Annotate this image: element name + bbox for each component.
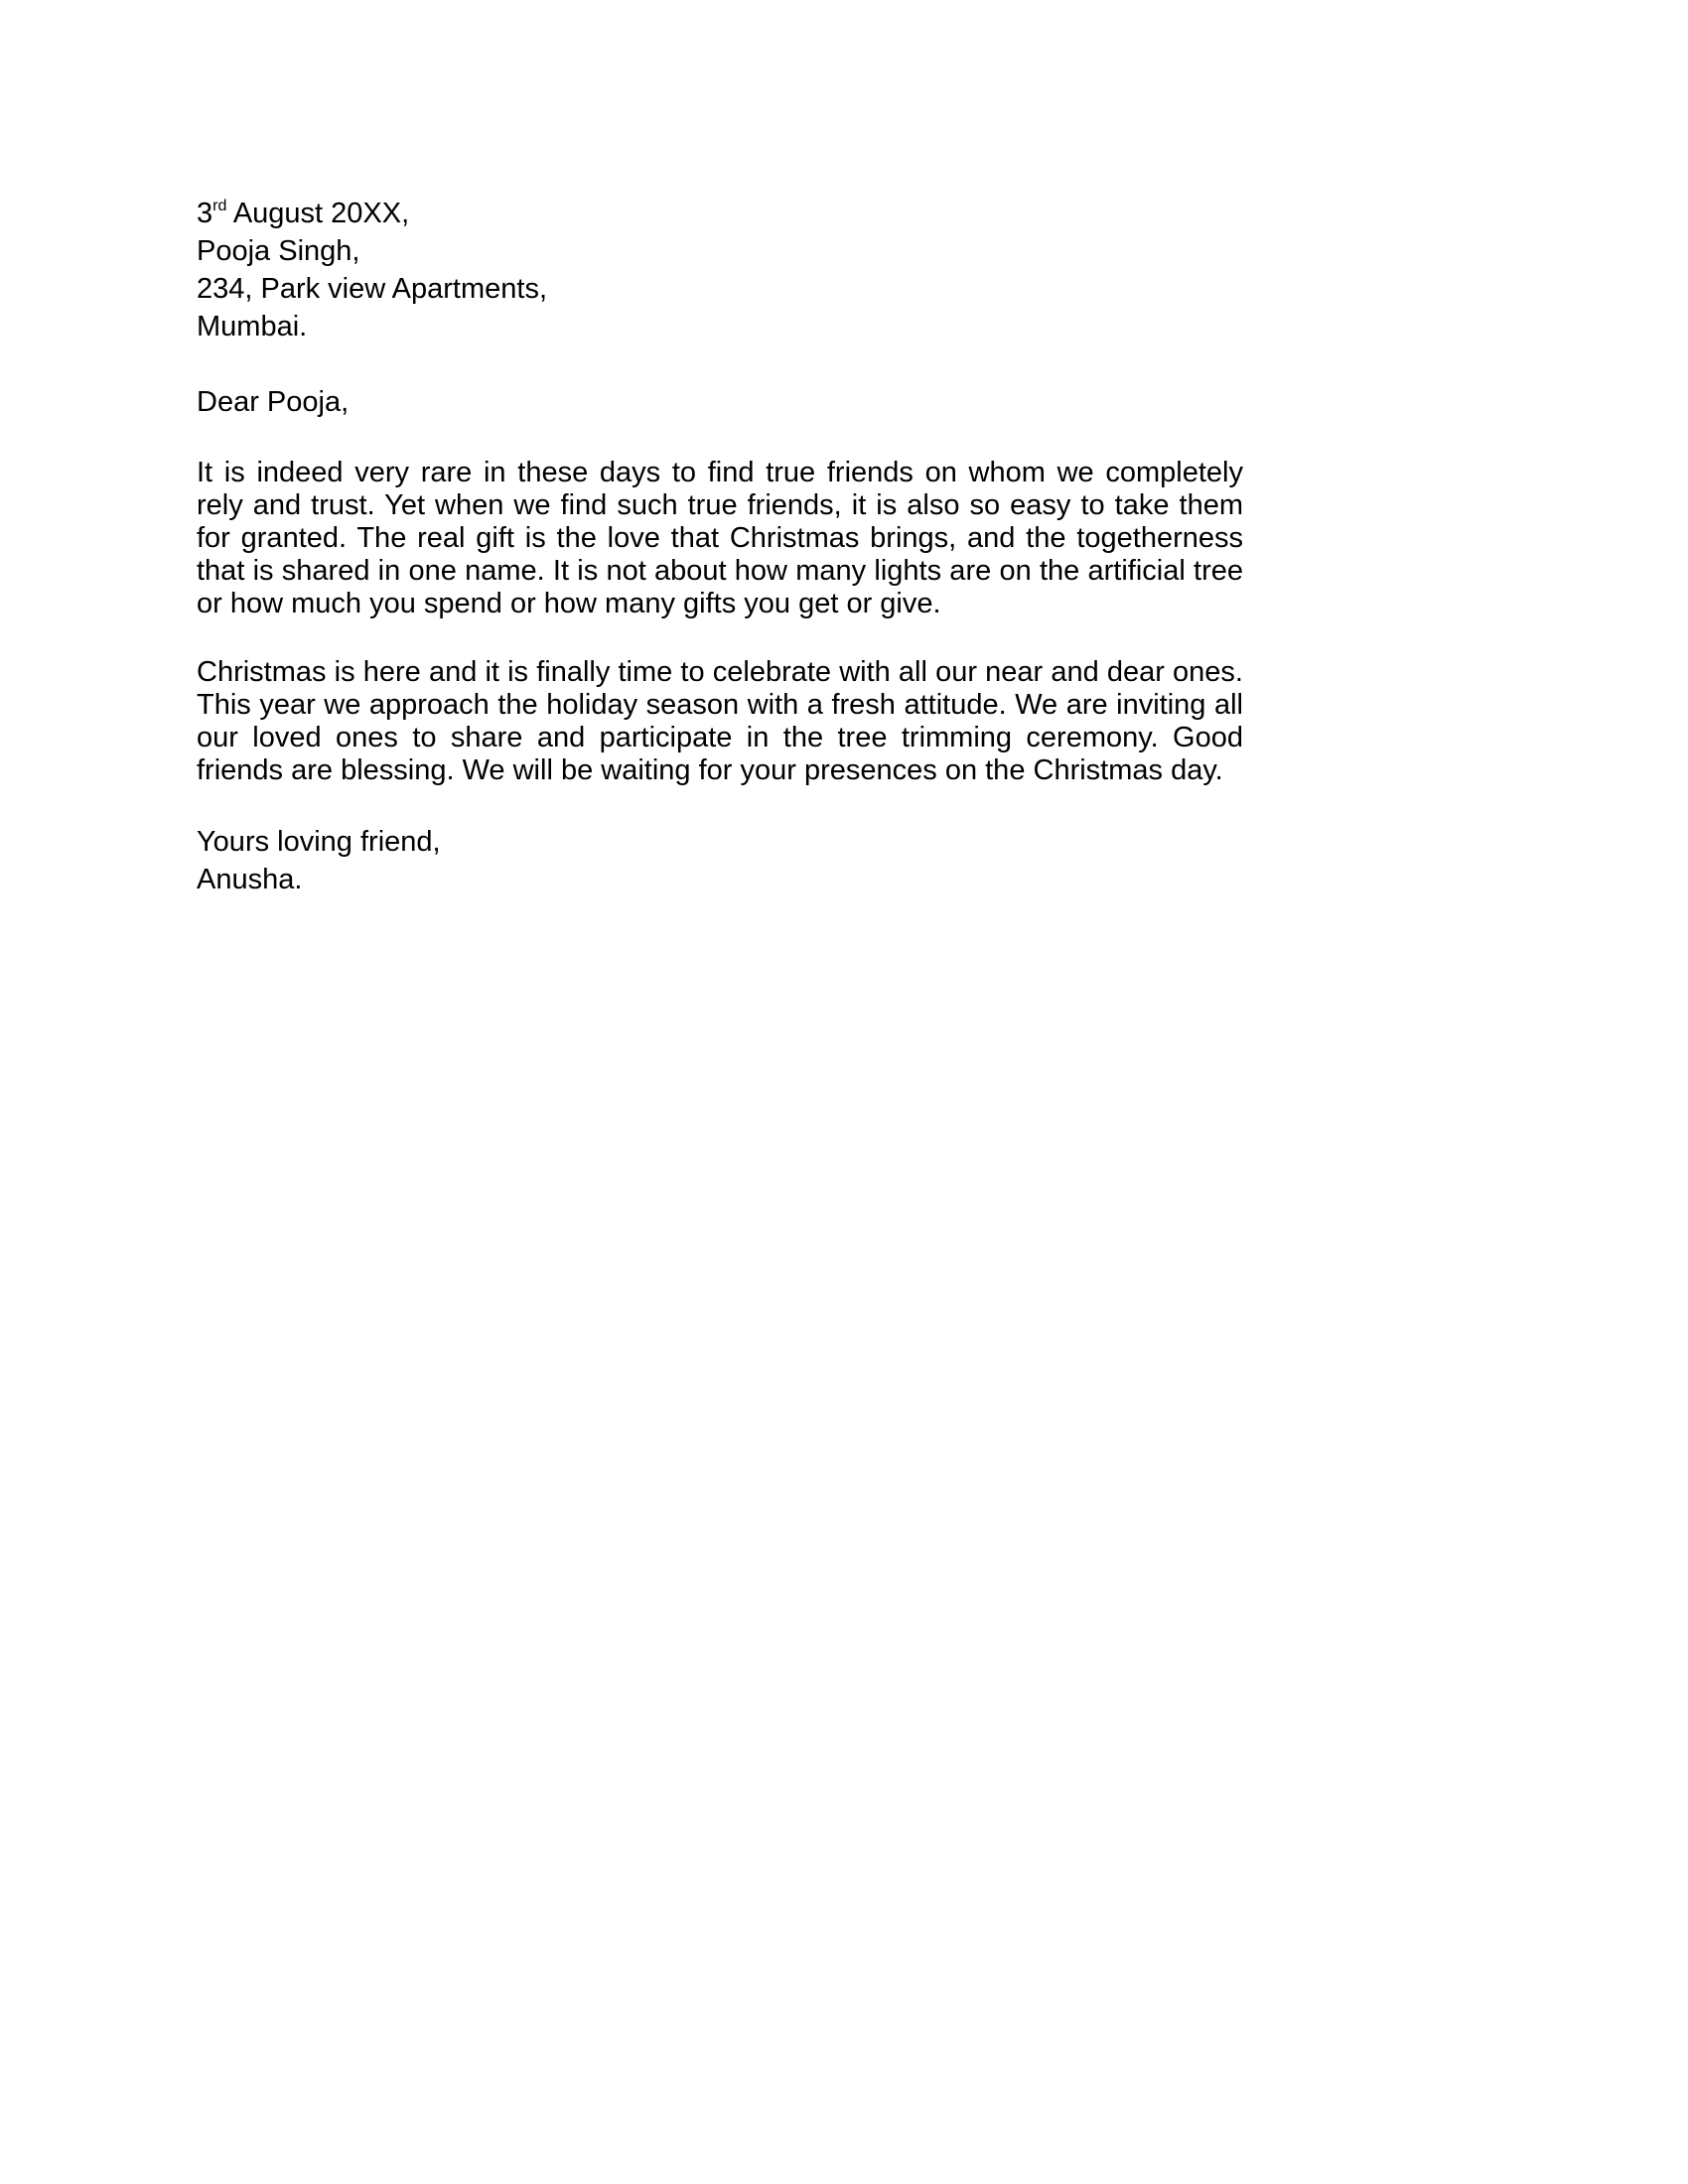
- recipient-name: Pooja Singh,: [197, 235, 360, 267]
- date-day-suffix: rd: [212, 198, 227, 214]
- date-month-year: August 20XX,: [226, 198, 410, 229]
- body-paragraph-1: It is indeed very rare in these days to find true friends on whom we completely rely and trust. Yet when we find such true friends, it is also so easy to take them for granted. The real gift is the love that Christmas brings, and the togetherness that is shared in one name. It is not about how many lights are on the artificial tree or how much you spend or how many gifts you get or give.: [197, 457, 1243, 619]
- recipient-city: Mumbai.: [197, 311, 308, 342]
- body-paragraph-2: Christmas is here and it is finally time to celebrate with all our near and dear ones. This year we approach the holiday season with a fresh attitude. We are inviting all our loved ones to share and participate in the tree trimming ceremony. Good friends are blessing. We will be waiting for your presences on the Christmas day.: [197, 656, 1243, 786]
- letter-date: [197, 195, 1243, 232]
- signature: Anusha.: [197, 864, 303, 895]
- date-day: 3: [197, 198, 213, 229]
- salutation: Dear Pooja,: [197, 386, 350, 418]
- closing: Yours loving friend,: [197, 826, 441, 858]
- recipient-street: 234, Park view Apartments,: [197, 273, 547, 305]
- letter: [197, 195, 1243, 898]
